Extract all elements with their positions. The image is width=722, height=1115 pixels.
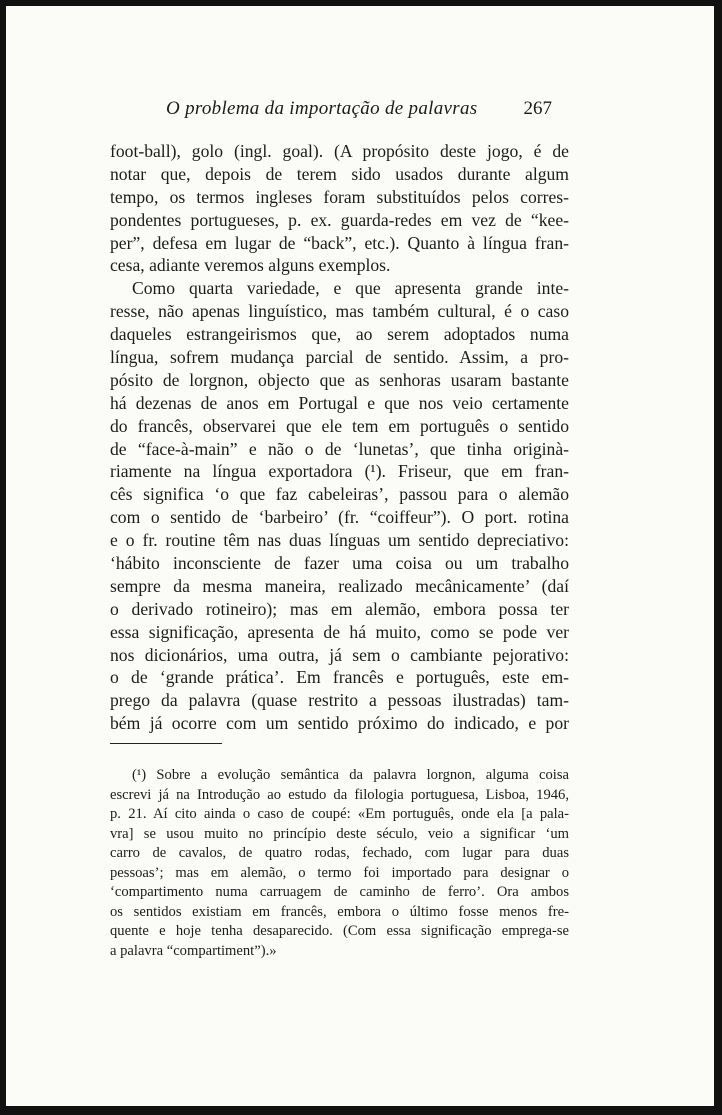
body-line: de “face-à-main” e não o de ‘lunetas’, que tinha originà- [110, 438, 569, 459]
body-line: há dezenas de anos em Portugal e que nos veio certamente [110, 392, 569, 413]
body-line: essa significação, apresenta de há muito, como se pode ver [110, 621, 569, 642]
footnote-line: a palavra “compartiment”).» [110, 942, 277, 959]
body-line: cês significa ‘o que faz cabeleiras’, passou para o alemão [110, 484, 569, 505]
body-line: riamente na língua exportadora (¹). Friseur, que em fran- [110, 461, 569, 482]
footnote-line: ‘compartimento numa carruagem de caminho de ferro’. Ora ambos [110, 884, 569, 900]
body-line: sempre da mesma maneira, realizado mecânicamente’ (daí [110, 575, 569, 596]
body-line: ‘hábito inconsciente de fazer uma coisa ou um trabalho [110, 553, 569, 574]
body-line: prego da palavra (quase restrito a pessoas ilustradas) tam- [110, 690, 569, 711]
body-line: daqueles estrangeirismos que, ao serem adoptados numa [110, 324, 569, 345]
body-line: cesa, adiante veremos alguns exemplos. [110, 255, 391, 276]
body-line: resse, não apenas linguístico, mas também cultural, é o caso [110, 301, 569, 322]
footnote-line: vra] se usou muito no princípio deste século, veio a significar ‘um [110, 825, 569, 842]
body-line: tempo, os termos ingleses foram substituídos pelos corres- [110, 186, 569, 207]
body-text [110, 140, 569, 735]
body-line: nos dicionários, uma outra, já sem o cambiante pejorativo: [110, 644, 569, 665]
scan-border-top-right [714, 6, 720, 96]
body-line: pondentes portugueses, p. ex. guarda-redes em vez de “kee- [110, 209, 569, 230]
body-line: o derivado rotineiro); mas em alemão, embora possa ter [110, 598, 569, 619]
footnote-line: p. 21. Aí cito ainda o caso de coupé: «Em português, onde ela [a pala- [110, 806, 569, 822]
body-line: Como quarta variedade, e que apresenta grande inte- [132, 278, 569, 299]
body-line: língua, sofrem mudança parcial de sentido. Assim, a pro- [110, 347, 569, 368]
footnote-line: (¹) Sobre a evolução semântica da palavra lorgnon, alguma coisa [132, 767, 569, 783]
footnote-line: carro de cavalos, de quatro rodas, fechado, com lugar para duas [110, 845, 569, 861]
body-line: per”, defesa em lugar de “back”, etc.). Quanto à língua fran- [110, 232, 569, 253]
footnote-line: pessoas’; mas em alemão, o termo foi importado para designar o [110, 864, 569, 881]
body-line: pósito de lorgnon, objecto que as senhoras usaram bastante [110, 369, 569, 390]
footnotes [110, 766, 569, 961]
page-number: 267 [523, 98, 552, 119]
body-line: com o sentido de ‘barbeiro’ (fr. “coiffeur”). O port. rotina [110, 507, 569, 528]
body-line: notar que, depois de terem sido usados durante algum [110, 163, 569, 184]
running-title: O problema da importação de palavras [166, 98, 478, 119]
body-line: e o fr. routine têm nas duas línguas um sentido depreciativo: [110, 530, 569, 551]
body-line: foot-ball), golo (ingl. goal). (A propósito deste jogo, é de [110, 141, 569, 161]
footnote-line: os sentidos existiam em francês, embora o último fosse menos fre- [110, 903, 569, 920]
body-line: o de ‘grande prática’. Em francês e português, este em- [110, 667, 569, 688]
footnote-divider [110, 743, 222, 744]
body-line: do francês, observarei que ele tem em português o sentido [110, 415, 569, 436]
footnote-line: quente e hoje tenha desaparecido. (Com essa significação emprega-se [110, 923, 569, 939]
page-header [166, 98, 552, 120]
body-line: bém já ocorre com um sentido próximo do indicado, e por [110, 713, 569, 734]
footnote-line: escrevi já na Introdução ao estudo da filologia portuguesa, Lisboa, 1946, [110, 786, 569, 803]
